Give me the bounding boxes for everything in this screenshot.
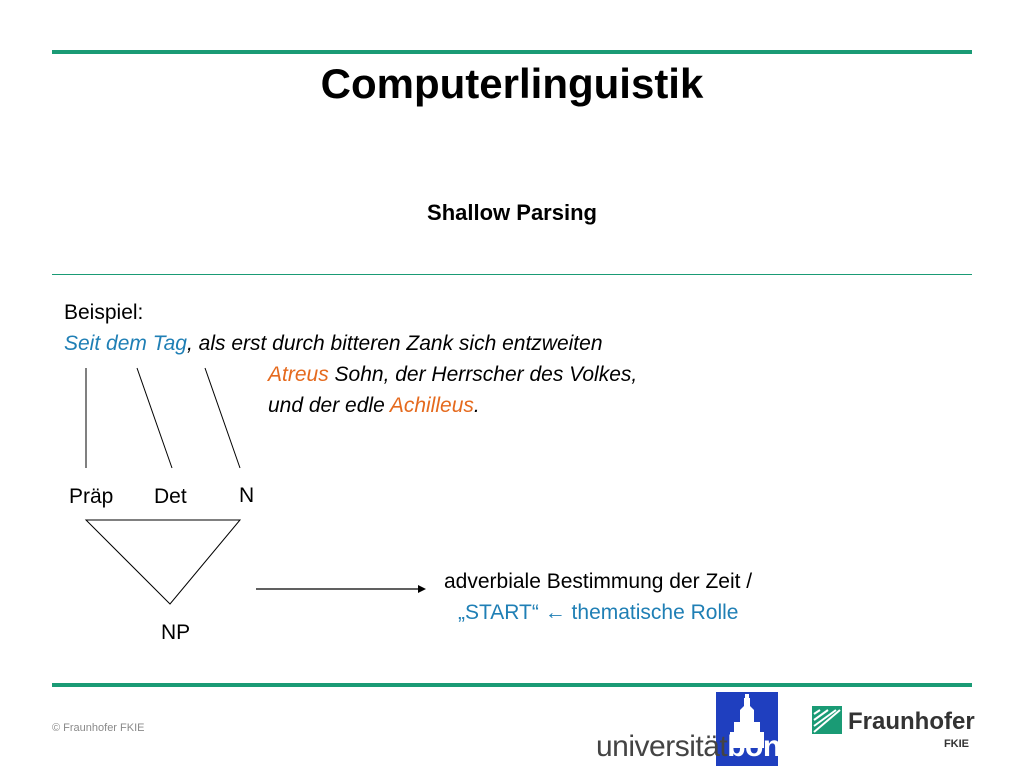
tree-label-det: Det [154, 485, 187, 508]
example-line-3-end: . [473, 394, 480, 417]
tree-label-prep: Präp [69, 485, 114, 508]
result-line-2: „START“ ← thematische Rolle [458, 601, 739, 624]
example-line-2-rest: Sohn, der Herrscher des Volkes, [328, 363, 638, 386]
det-branch-line [137, 368, 172, 468]
example-line-3-start: und der edle [268, 394, 390, 417]
fraunhofer-emblem-icon [812, 706, 842, 736]
result-line-1: adverbiale Bestimmung der Zeit / [444, 570, 753, 593]
example-phrase-highlight: Seit dem Tag [64, 332, 187, 355]
example-line-1-rest: , als erst durch bitteren Zank sich entzweiten [186, 332, 603, 355]
tree-label-np: NP [161, 621, 191, 644]
tree-label-noun: N [239, 484, 255, 507]
fraunhofer-logo [812, 704, 977, 754]
footer-copyright: © Fraunhofer FKIE [52, 722, 145, 734]
uni-bonn-wordmark [596, 730, 799, 764]
slide-subtitle: Shallow Parsing [427, 200, 597, 225]
result-arrow-head [418, 585, 426, 593]
example-name-achilleus: Achilleus [389, 394, 474, 417]
np-triangle [86, 520, 240, 604]
slide-title: Computerlinguistik [320, 60, 704, 107]
uni-bonn-wordmark-left: universität [596, 730, 728, 763]
example-name-atreus: Atreus [268, 363, 329, 386]
uni-bonn-wordmark-right: bonn [727, 730, 799, 763]
uni-bonn-logo [596, 692, 799, 766]
example-label: Beispiel: [64, 301, 144, 324]
fraunhofer-institute: FKIE [943, 738, 969, 750]
fraunhofer-wordmark: Fraunhofer [848, 708, 975, 735]
noun-branch-line [205, 368, 240, 468]
bottom-rule [52, 683, 972, 687]
